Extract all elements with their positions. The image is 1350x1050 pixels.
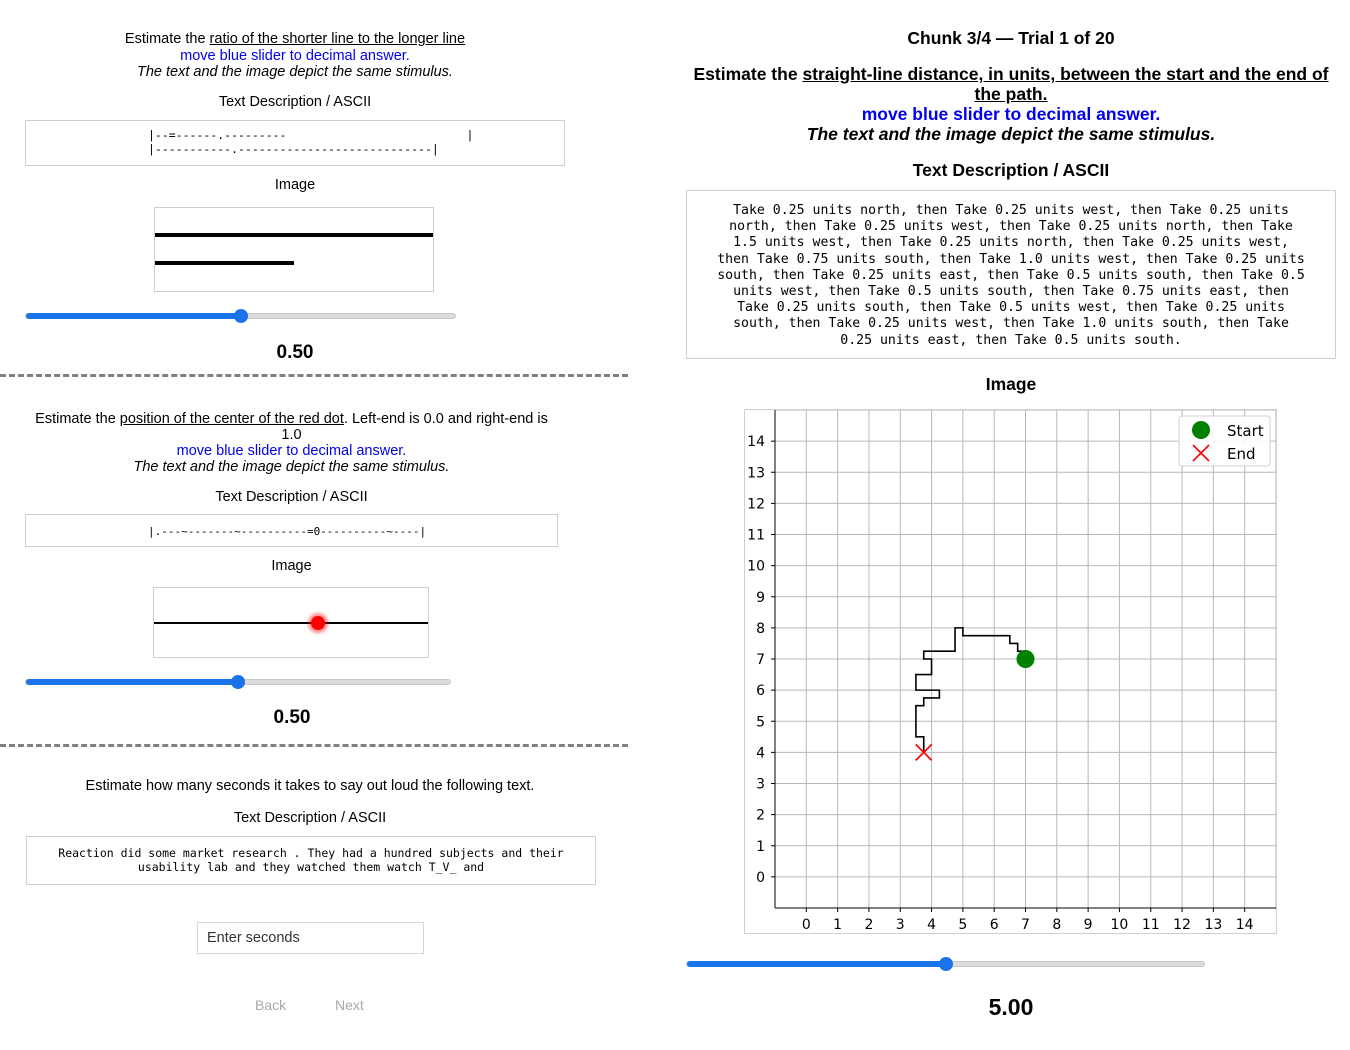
start-marker [1017, 650, 1035, 668]
x-tick-label: 11 [1141, 917, 1160, 933]
x-tick-label: 8 [1052, 917, 1062, 933]
x-tick-label: 14 [1235, 917, 1254, 933]
q1-long-line [155, 233, 433, 237]
q3-text-line-1: Reaction did some market research . They had a hundred subjects and their [58, 846, 564, 860]
right-prompt [686, 64, 1336, 144]
distance-slider[interactable] [686, 961, 1205, 967]
y-tick-label: 11 [747, 527, 765, 544]
right-same-stimulus: The text and the image depict the same stimulus. [806, 124, 1216, 144]
y-tick-label: 6 [756, 683, 765, 700]
distance-slider-fill [687, 961, 946, 967]
q1-image [154, 207, 434, 292]
q1-same-stimulus: The text and the image depict the same stimulus. [137, 64, 453, 80]
x-tick-label: 4 [927, 917, 937, 933]
x-tick-label: 13 [1204, 917, 1223, 933]
divider-2 [0, 744, 628, 747]
y-tick-label: 10 [747, 558, 765, 575]
path-description-line: 0.25 units east, then Take 0.5 units south. [840, 332, 1182, 348]
x-tick-label: 5 [958, 917, 968, 933]
q2-prompt-target: position of the center of the red dot [119, 411, 344, 427]
y-tick-label: 9 [756, 589, 765, 606]
right-prompt-target: straight-line distance, in units, between the start and the end of the path. [802, 64, 1329, 104]
q1-value: 0.50 [276, 342, 314, 363]
q1-slider-hint: move blue slider to decimal answer. [180, 47, 410, 64]
y-tick-label: 0 [756, 869, 765, 886]
q1-prompt-text: Estimate the [124, 31, 210, 47]
y-tick-label: 3 [756, 776, 765, 793]
path-description-line: units west, then Take 0.5 units south, then Take 0.75 units east, then [733, 284, 1289, 300]
q1-prompt [25, 31, 565, 81]
q1-slider-fill [26, 313, 241, 319]
q3-text-line-2: usability lab and they watched them watch T_V_ and [137, 859, 485, 874]
q2-slider[interactable] [25, 679, 451, 685]
x-tick-label: 9 [1083, 917, 1093, 933]
next-button[interactable]: Next [335, 997, 364, 1013]
y-tick-label: 8 [756, 620, 765, 637]
q1-text-header: Text Description / ASCII [218, 94, 372, 110]
q2-slider-thumb[interactable] [231, 675, 245, 689]
q1-slider[interactable] [25, 313, 456, 319]
q2-red-dot [311, 616, 325, 630]
q2-value: 0.50 [273, 707, 311, 728]
path-description-line: north, then Take 0.25 units west, then Take 0.25 units north, then Take [729, 219, 1293, 235]
q1-prompt-target: ratio of the shorter line to the longer line [209, 31, 466, 47]
path-description-line: south, then Take 0.25 units east, then Take 0.5 units south, then Take 0.5 [717, 267, 1305, 283]
q2-same-stimulus: The text and the image depict the same stimulus. [133, 459, 450, 475]
q1-slider-thumb[interactable] [234, 309, 248, 323]
y-tick-label: 14 [747, 434, 765, 451]
q2-image-header: Image [271, 558, 312, 574]
chunk-title: Chunk 3/4 — Trial 1 of 20 [907, 28, 1115, 48]
q2-number-line [154, 622, 428, 624]
x-tick-label: 12 [1173, 917, 1191, 933]
x-tick-label: 0 [801, 917, 811, 933]
q1-ascii-line-1: |--=------.--------- | [148, 128, 474, 142]
legend-end-label: End [1227, 445, 1256, 463]
y-tick-label: 2 [756, 807, 765, 824]
x-tick-label: 7 [1021, 917, 1030, 933]
legend-start-label: Start [1227, 422, 1264, 440]
back-button[interactable]: Back [255, 997, 287, 1013]
y-tick-label: 1 [756, 838, 765, 855]
q2-slider-hint: move blue slider to decimal answer. [176, 443, 407, 459]
y-tick-label: 12 [747, 496, 765, 513]
right-text-header: Text Description / ASCII [912, 160, 1110, 180]
path-chart-frame [744, 409, 1277, 934]
path-description-line: south, then Take 0.25 units west, then Take 1.0 units south, then Take [733, 316, 1289, 332]
q2-prompt [25, 411, 558, 475]
q1-ascii-box [25, 120, 565, 166]
x-tick-label: 10 [1110, 917, 1129, 933]
y-tick-label: 5 [756, 714, 765, 731]
q1-ascii-line-2: |-----------.----------------------------| [148, 141, 439, 156]
q2-ascii-box [25, 514, 558, 547]
right-prompt-text: Estimate the [693, 64, 803, 84]
x-tick-label: 2 [864, 917, 874, 933]
right-slider-hint: move blue slider to decimal answer. [861, 104, 1161, 124]
path-description-box [686, 190, 1336, 359]
path-description-line: Take 0.25 units south, then Take 0.5 units west, then Take 0.25 units [737, 300, 1285, 316]
x-tick-label: 1 [833, 917, 843, 933]
q2-ascii-line: |.---~-------~----------=0----------~----| [148, 525, 427, 538]
x-tick-label: 3 [895, 917, 905, 933]
x-tick-label: 6 [989, 917, 999, 933]
q1-image-header: Image [274, 177, 316, 193]
path-description-line: then Take 0.75 units south, then Take 1.0 units west, then Take 0.25 units [717, 251, 1305, 267]
q2-image [153, 587, 429, 658]
q2-text-header: Text Description / ASCII [215, 489, 368, 505]
q3-text-header: Text Description / ASCII [233, 810, 387, 826]
seconds-input[interactable] [197, 922, 424, 954]
q2-prompt-range: . Left-end is 0.0 and right-end is 1.0 [281, 411, 548, 443]
q3-text-box [26, 836, 596, 885]
distance-value: 5.00 [988, 994, 1034, 1020]
y-tick-label: 7 [756, 652, 765, 668]
q1-short-line [155, 261, 294, 265]
q2-prompt-text: Estimate the [35, 411, 120, 427]
y-tick-label: 13 [747, 465, 765, 482]
y-tick-label: 4 [756, 745, 765, 762]
path-description-line: Take 0.25 units north, then Take 0.25 units west, then Take 0.25 units [733, 203, 1289, 218]
q2-slider-fill [26, 679, 238, 685]
divider-1 [0, 374, 628, 377]
path-description-line: 1.5 units west, then Take 0.25 units north, then Take 0.25 units west, [733, 235, 1289, 251]
right-image-header: Image [985, 374, 1037, 394]
distance-slider-thumb[interactable] [939, 957, 953, 971]
q3-prompt: Estimate how many seconds it takes to say out loud the following text. [85, 778, 535, 794]
legend-start-marker [1192, 421, 1210, 439]
path-chart [745, 410, 1276, 933]
